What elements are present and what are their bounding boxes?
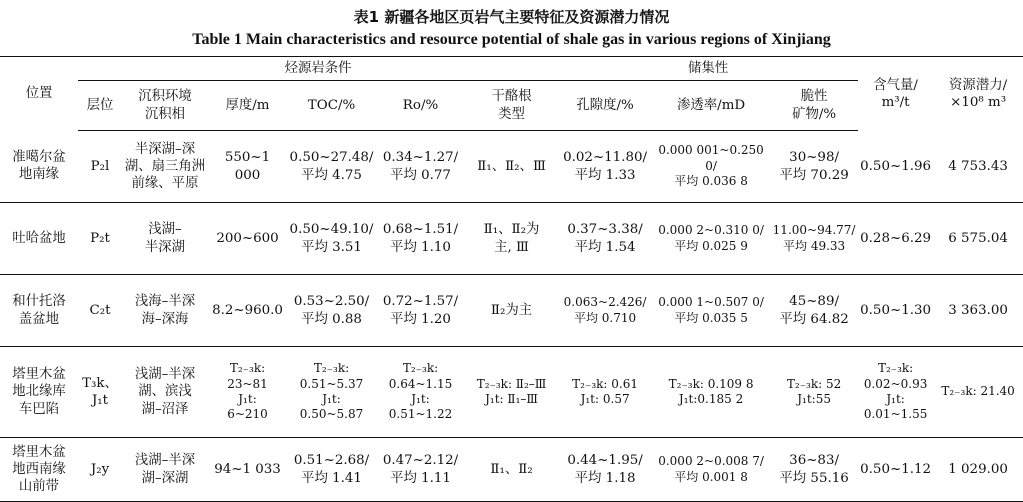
table-caption-chinese: 表1 新疆各地区页岩气主要特征及资源潜力情况	[353, 8, 670, 26]
header-gas-content: 含气量/ m³/t	[858, 57, 933, 131]
cell-permeability: 0.000 2~0.008 7/ 平均 0.001 8	[652, 438, 770, 502]
header-kerogen-type: 干酪根 类型	[465, 81, 558, 131]
cell-toc: 0.51~2.68/ 平均 1.41	[287, 438, 376, 502]
cell-toc: 0.50~49.10/ 平均 3.51	[287, 203, 376, 275]
cell-sed-env: 半深湖–深 湖、扇三角洲 前缘、平原	[122, 131, 208, 203]
cell-horizon: P₂t	[78, 203, 122, 275]
cell-gas-content: 0.50~1.30	[858, 275, 933, 347]
table-row	[0, 203, 1023, 275]
cell-porosity: 0.37~3.38/ 平均 1.54	[558, 203, 652, 275]
cell-thickness: 200~600	[208, 203, 287, 275]
cell-ro: T₂₋₃k: 0.64~1.15 J₁t: 0.51~1.22	[376, 347, 465, 438]
cell-gas-content: 0.50~1.12	[858, 438, 933, 502]
shale-gas-table	[0, 56, 1023, 502]
cell-horizon: C₂t	[78, 275, 122, 347]
cell-porosity: 0.02~11.80/ 平均 1.33	[558, 131, 652, 203]
table-row	[0, 275, 1023, 347]
cell-horizon: T₃k、 J₁t	[78, 347, 122, 438]
cell-location: 塔里木盆 地西南缘 山前带	[0, 438, 78, 502]
header-sedimentary-environment: 沉积环境 沉积相	[122, 81, 208, 131]
cell-toc: 0.53~2.50/ 平均 0.88	[287, 275, 376, 347]
cell-permeability: 0.000 1~0.507 0/ 平均 0.035 5	[652, 275, 770, 347]
cell-resource: 1 029.00	[933, 438, 1023, 502]
table-caption-english: Table 1 Main characteristics and resource potential of shale gas in various regions of Xinjiang	[192, 31, 831, 48]
header-location: 位置	[0, 57, 78, 131]
header-permeability: 渗透率/mD	[652, 81, 770, 131]
header-ro: Ro/%	[376, 81, 465, 131]
cell-brittle: 30~98/ 平均 70.29	[770, 131, 858, 203]
cell-porosity: 0.44~1.95/ 平均 1.18	[558, 438, 652, 502]
cell-kerogen: Ⅱ₁、Ⅱ₂	[465, 438, 558, 502]
cell-resource: 6 575.04	[933, 203, 1023, 275]
header-toc: TOC/%	[287, 81, 376, 131]
cell-thickness: 550~1 000	[208, 131, 287, 203]
cell-sed-env: 浅湖–半深 湖、滨浅 湖–沼泽	[122, 347, 208, 438]
cell-gas-content: 0.50~1.96	[858, 131, 933, 203]
table-row	[0, 438, 1023, 502]
header-horizon: 层位	[78, 81, 122, 131]
cell-toc: T₂₋₃k: 0.51~5.37 J₁t: 0.50~5.87	[287, 347, 376, 438]
cell-brittle: 45~89/ 平均 64.82	[770, 275, 858, 347]
cell-gas-content: T₂₋₃k: 0.02~0.93 J₁t: 0.01~1.55	[858, 347, 933, 438]
header-porosity: 孔隙度/%	[558, 81, 652, 131]
cell-location: 吐哈盆地	[0, 203, 78, 275]
cell-porosity: 0.063~2.426/ 平均 0.710	[558, 275, 652, 347]
cell-thickness: 94~1 033	[208, 438, 287, 502]
cell-location: 准噶尔盆 地南缘	[0, 131, 78, 203]
cell-ro: 0.72~1.57/ 平均 1.20	[376, 275, 465, 347]
cell-resource: 3 363.00	[933, 275, 1023, 347]
cell-permeability: 0.000 2~0.310 0/ 平均 0.025 9	[652, 203, 770, 275]
header-brittle-minerals: 脆性 矿物/%	[770, 81, 858, 131]
cell-sed-env: 浅湖–半深 湖–深湖	[122, 438, 208, 502]
cell-porosity: T₂₋₃k: 0.61 J₁t: 0.57	[558, 347, 652, 438]
cell-permeability: T₂₋₃k: 0.109 8 J₁t:0.185 2	[652, 347, 770, 438]
header-resource-potential: 资源潜力/ ×10⁸ m³	[933, 57, 1023, 131]
cell-thickness: T₂₋₃k: 23~81 J₁t: 6~210	[208, 347, 287, 438]
cell-gas-content: 0.28~6.29	[858, 203, 933, 275]
cell-resource: 4 753.43	[933, 131, 1023, 203]
header-thickness: 厚度/m	[208, 81, 287, 131]
cell-brittle: T₂₋₃k: 52 J₁t:55	[770, 347, 858, 438]
cell-toc: 0.50~27.48/ 平均 4.75	[287, 131, 376, 203]
header-reservoir-group: 储集性	[558, 57, 858, 81]
cell-horizon: P₂l	[78, 131, 122, 203]
cell-sed-env: 浅海–半深 海–深海	[122, 275, 208, 347]
cell-horizon: J₂y	[78, 438, 122, 502]
cell-kerogen: Ⅱ₁、Ⅱ₂、Ⅲ	[465, 131, 558, 203]
cell-ro: 0.68~1.51/ 平均 1.10	[376, 203, 465, 275]
cell-location: 和什托洛 盖盆地	[0, 275, 78, 347]
cell-kerogen: T₂₋₃k: Ⅱ₂–Ⅲ J₁t: Ⅱ₁–Ⅲ	[465, 347, 558, 438]
cell-brittle: 11.00~94.77/ 平均 49.33	[770, 203, 858, 275]
cell-kerogen: Ⅱ₂为主	[465, 275, 558, 347]
cell-ro: 0.47~2.12/ 平均 1.11	[376, 438, 465, 502]
header-source-rock-group: 烃源岩条件	[78, 57, 558, 81]
cell-permeability: 0.000 001~0.250 0/ 平均 0.036 8	[652, 131, 770, 203]
cell-brittle: 36~83/ 平均 55.16	[770, 438, 858, 502]
cell-kerogen: Ⅱ₁、Ⅱ₂为 主, Ⅲ	[465, 203, 558, 275]
cell-thickness: 8.2~960.0	[208, 275, 287, 347]
cell-resource: T₂₋₃k: 21.40	[933, 347, 1023, 438]
table-row	[0, 131, 1023, 203]
cell-ro: 0.34~1.27/ 平均 0.77	[376, 131, 465, 203]
table-row	[0, 347, 1023, 438]
cell-location: 塔里木盆 地北缘库 车巴陷	[0, 347, 78, 438]
cell-sed-env: 浅湖– 半深湖	[122, 203, 208, 275]
